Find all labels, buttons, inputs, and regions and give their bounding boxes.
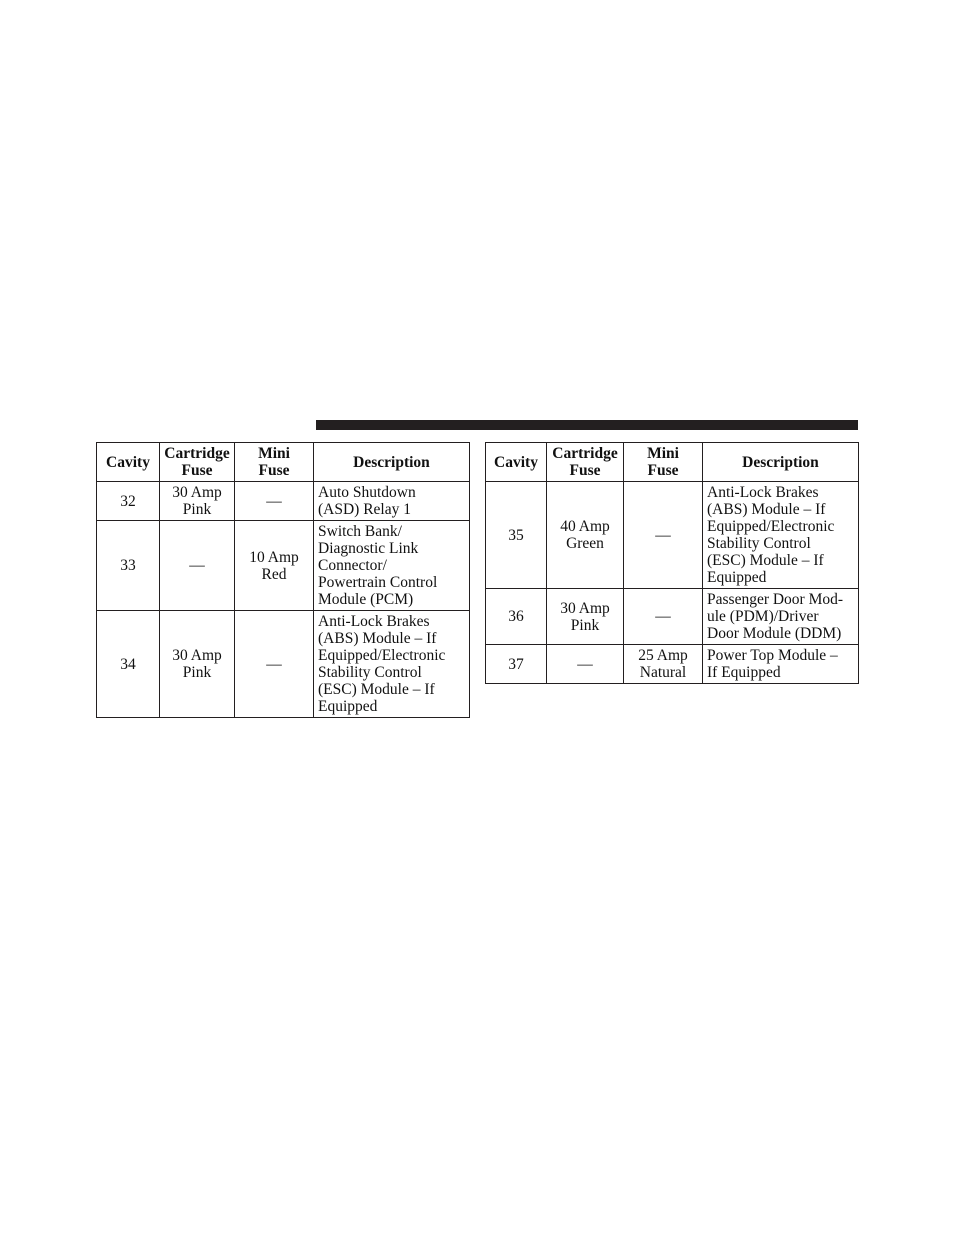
description-cell: Auto Shutdown (ASD) Relay 1 [314,482,470,521]
cartridge-fuse-cell: 30 Amp Pink [547,589,624,645]
description-cell: Power Top Module – If Equipped [703,645,859,684]
table-row [97,611,470,718]
cavity-cell: 36 [486,589,547,645]
header-cartridge-fuse: Cartridge Fuse [160,443,235,482]
mini-fuse-cell: — [624,589,703,645]
description-cell: Switch Bank/ Diagnostic Link Connector/ Powertrain Control Module (PCM) [314,521,470,611]
table-row [97,521,470,611]
mini-fuse-cell: — [624,482,703,589]
cavity-cell: 35 [486,482,547,589]
header-cartridge-fuse: Cartridge Fuse [547,443,624,482]
mini-fuse-cell: — [235,482,314,521]
cavity-cell: 37 [486,645,547,684]
fuse-table-left [96,442,470,718]
table-row [486,482,859,589]
description-cell: Anti-Lock Brakes (ABS) Module – If Equipped/Electronic Stability Control (ESC) Module – If Equipped [703,482,859,589]
description-cell: Anti-Lock Brakes (ABS) Module – If Equipped/Electronic Stability Control (ESC) Module – If Equipped [314,611,470,718]
description-cell: Passenger Door Mod- ule (PDM)/Driver Door Module (DDM) [703,589,859,645]
header-description: Description [314,443,470,482]
header-cavity: Cavity [97,443,160,482]
header-mini-fuse: Mini Fuse [235,443,314,482]
mini-fuse-cell: 10 Amp Red [235,521,314,611]
cavity-cell: 34 [97,611,160,718]
fuse-table-right [485,442,859,684]
mini-fuse-cell: 25 Amp Natural [624,645,703,684]
cartridge-fuse-cell: 30 Amp Pink [160,611,235,718]
cavity-cell: 33 [97,521,160,611]
cartridge-fuse-cell: — [160,521,235,611]
section-header-bar [316,420,858,430]
table-header-row [97,443,470,482]
cartridge-fuse-cell: — [547,645,624,684]
cartridge-fuse-cell: 40 Amp Green [547,482,624,589]
header-mini-fuse: Mini Fuse [624,443,703,482]
mini-fuse-cell: — [235,611,314,718]
header-cavity: Cavity [486,443,547,482]
table-row [486,589,859,645]
header-description: Description [703,443,859,482]
table-row [486,645,859,684]
table-header-row [486,443,859,482]
table-row [97,482,470,521]
cavity-cell: 32 [97,482,160,521]
cartridge-fuse-cell: 30 Amp Pink [160,482,235,521]
